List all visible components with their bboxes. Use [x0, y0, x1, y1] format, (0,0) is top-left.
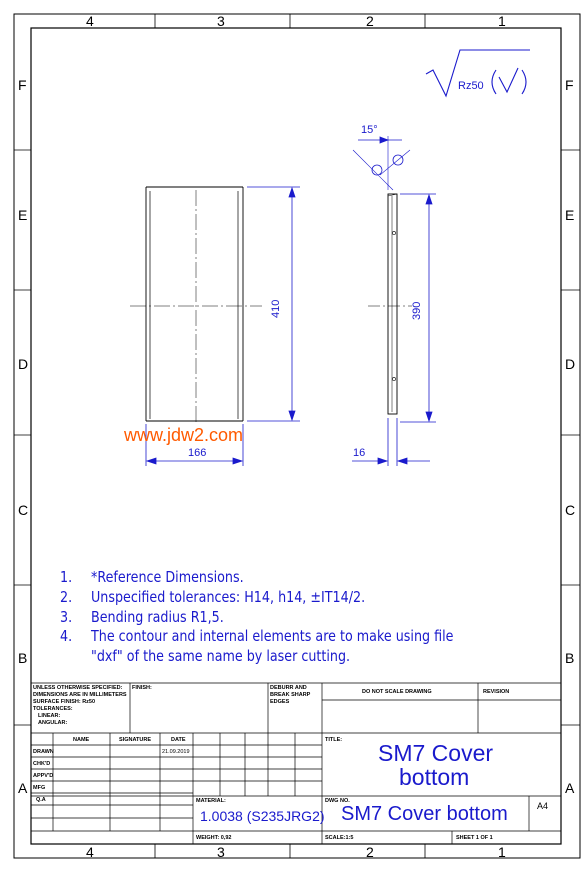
zone-col-4-top: 4 — [86, 13, 94, 29]
width-dimension-side: 16 — [353, 447, 366, 459]
zone-col-4-bottom: 4 — [86, 844, 94, 860]
zone-row-b-left: B — [18, 650, 28, 666]
side-view — [368, 194, 412, 414]
note-4-text: The contour and internal elements are to make using file — [91, 627, 454, 645]
zone-col-1-top: 1 — [498, 13, 506, 29]
zone-row-d-right: D — [565, 356, 576, 372]
height-dimension-front: 410 — [270, 299, 282, 318]
note-4-continuation: "dxf" of the same name by laser cutting. — [91, 647, 351, 665]
dwg-no-label: DWG NO. — [325, 798, 350, 804]
header-name: NAME — [73, 737, 90, 743]
height-dimension-side: 390 — [411, 301, 423, 320]
zone-col-1-bottom: 1 — [498, 844, 506, 860]
outer-border — [14, 14, 580, 858]
zone-row-d-left: D — [18, 356, 29, 372]
dwg-no-value: SM7 Cover bottom — [341, 803, 508, 825]
drawing-title-line-1: SM7 Cover — [378, 740, 494, 766]
deburr-line-3: EDGES — [270, 699, 290, 705]
zone-row-e-right: E — [565, 207, 575, 223]
deburr-line-1: DEBURR AND — [270, 685, 307, 691]
note-3-number: 3. — [60, 608, 73, 626]
side-dimensions — [352, 136, 436, 466]
inner-border — [31, 28, 561, 844]
spec-line-5: LINEAR: — [38, 713, 61, 719]
spec-line-4: TOLERANCES: — [33, 706, 73, 712]
material-label: MATERIAL: — [196, 798, 226, 804]
zone-row-a-right: A — [565, 780, 575, 796]
watermark-text: www.jdw2.com — [124, 425, 244, 445]
note-4-number: 4. — [60, 627, 73, 645]
zone-row-f-left: F — [18, 77, 27, 93]
spec-line-6: ANGULAR: — [38, 720, 68, 726]
spec-line-1: UNLESS OTHERWISE SPECIFIED: — [33, 685, 123, 691]
finish-label: FINISH: — [132, 685, 152, 691]
header-signature: SIGNATURE — [119, 737, 151, 743]
note-2-number: 2. — [60, 588, 73, 606]
spec-line-3: SURFACE FINISH: Rz50 — [33, 699, 96, 705]
deburr-line-2: BREAK SHARP — [270, 692, 311, 698]
sheet-size: A4 — [537, 801, 549, 811]
zone-ticks — [14, 14, 580, 858]
drawing-title-line-2: bottom — [399, 764, 470, 790]
do-not-scale-label: DO NOT SCALE DRAWING — [362, 689, 432, 695]
note-3-text: Bending radius R1,5. — [91, 608, 224, 626]
material-value: 1.0038 (S235JRG2) — [200, 808, 325, 824]
zone-row-b-right: B — [565, 650, 575, 666]
role-drawn: DRAWN — [33, 749, 54, 755]
role-qa: Q.A — [36, 797, 46, 803]
drawn-date: 21.09.2019 — [162, 749, 190, 755]
zone-row-f-right: F — [565, 77, 574, 93]
header-date: DATE — [171, 737, 186, 743]
width-dimension-front: 166 — [188, 447, 207, 459]
spec-line-2: DIMENSIONS ARE IN MILLIMETERS — [33, 692, 127, 698]
zone-row-e-left: E — [18, 207, 28, 223]
note-1-text: *Reference Dimensions. — [91, 568, 244, 586]
note-2-text: Unspecified tolerances: H14, h14, ±IT14/2. — [91, 588, 366, 606]
sheet-number: SHEET 1 OF 1 — [456, 835, 493, 841]
revision-label: REVISION — [483, 689, 510, 695]
weight-label: WEIGHT: 0,92 — [196, 835, 232, 841]
zone-col-2-bottom: 2 — [366, 844, 374, 860]
note-1-number: 1. — [60, 568, 73, 586]
zone-col-2-top: 2 — [366, 13, 374, 29]
zone-row-c-right: C — [565, 502, 576, 518]
role-approved: APPV'D — [33, 773, 54, 779]
angle-dimension: 15° — [361, 124, 378, 136]
zone-col-3-top: 3 — [217, 13, 225, 29]
role-mfg: MFG — [33, 785, 46, 791]
surface-finish-label: Rz50 — [458, 80, 484, 92]
title-label: TITLE: — [325, 737, 343, 743]
zone-col-3-bottom: 3 — [217, 844, 225, 860]
scale-label: SCALE:1:5 — [325, 835, 354, 841]
zone-row-c-left: C — [18, 502, 29, 518]
front-view — [130, 187, 262, 425]
role-checked: CHK'D — [33, 761, 51, 767]
zone-row-a-left: A — [18, 780, 28, 796]
